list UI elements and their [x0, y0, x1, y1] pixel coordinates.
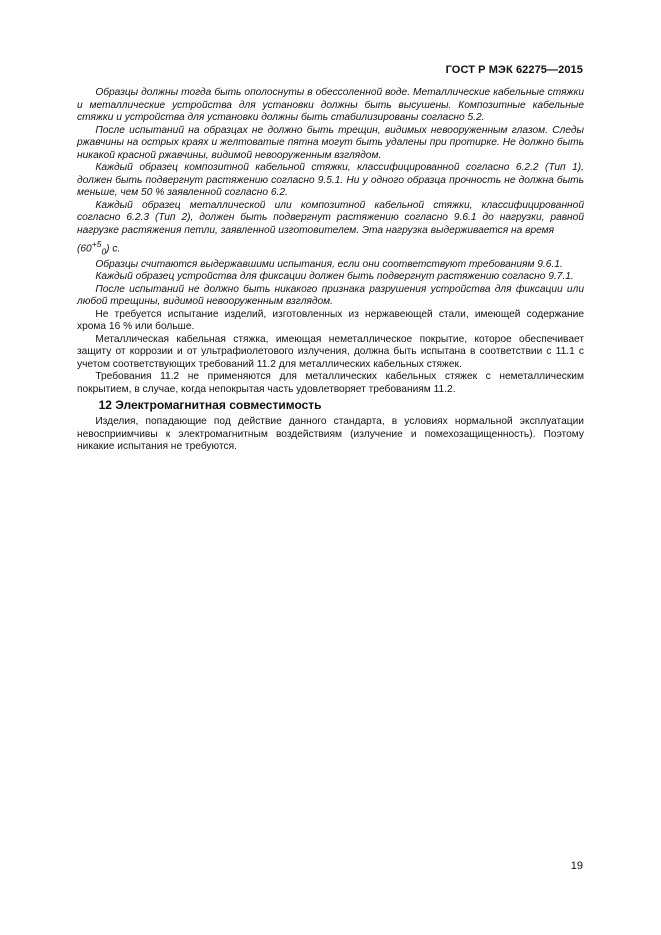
paragraph: Каждый образец устройства для фиксации должен быть подвергнут растяжению согласно 9.7.1.: [95, 271, 574, 283]
paragraph: После испытаний на образцах не должно быть трещин, видимых невооруженным глазом. Следы ржавчины на острых краях и желтоватые пятна могут быть удалены при протирке. Не должно быть никакой красной ржавчины, видимой невооруженным взглядом.: [77, 124, 584, 161]
paragraph: После испытаний не должно быть никакого признака разрушения устройства для фиксации или любой трещины, видимой невооруженным взглядом.: [77, 283, 584, 308]
formula-upper-tolerance: +5: [91, 239, 102, 249]
page-number: 19: [570, 860, 583, 872]
time-formula: [77, 238, 584, 259]
paragraph: Требования 11.2 не применяются для металлических кабельных стяжек с неметаллическим покрытием, в случае, когда непокрытая часть удовлетворяет требованиям 11.2.: [77, 371, 584, 395]
paragraph: Образцы должны тогда быть ополоснуты в обессоленной воде. Металлические кабельные стяжки и металлические устройства для установки должны быть высушены. Композитные кабельные стяжки и устройства для установки должны быть стабилизированы согласно 5.2.: [77, 87, 584, 123]
paragraph: Металлическая кабельная стяжка, имеющая неметаллическое покрытие, которое обеспечивает защиту от коррозии и от ультрафиолетового излучения, должна быть испытана в соответствии с 11.1 с учетом соответствующих требований 11.2 для металлических кабельных стяжек.: [77, 333, 584, 370]
paragraph: Образцы считаются выдержавшими испытания, если они соответствуют требованиям 9.6.1.: [95, 258, 563, 270]
formula-open: (60: [77, 243, 92, 255]
paragraph: Изделия, попадающие под действие данного стандарта, в условиях нормальной эксплуатации невосприимчивы к электромагнитным воздействиям (излучение и помехозащищенность). Поэтому никакие испытания не требуются.: [77, 416, 584, 453]
paragraph: Каждый образец металлической или композитной кабельной стяжки, классифицированной согласно 6.2.3 (Тип 2), должен быть подвергнут растяжению согласно 9.6.1 до нагрузки, равной нагрузке растяжения петли, заявленной изготовителем. Эта нагрузка выдерживается на время: [77, 199, 584, 236]
paragraph: Каждый образец композитной кабельной стяжки, классифицированной согласно 6.2.2 (Тип 1), должен быть подвергнут растяжению согласно 9.5.1. Ни у одного образца прочность не должна быть меньше, чем 50 % заявленной согласно 6.2.: [77, 162, 584, 198]
document-header: ГОСТ Р МЭК 62275—2015: [445, 64, 583, 76]
section-heading: 12 Электромагнитная совместимость: [98, 398, 322, 413]
formula-close: ) с.: [106, 243, 121, 255]
page-body: [77, 87, 584, 454]
paragraph: Не требуется испытание изделий, изготовленных из нержавеющей стали, имеющей содержание хрома 16 % или больше.: [77, 308, 584, 333]
formula-lower-tolerance: 0: [101, 246, 107, 257]
